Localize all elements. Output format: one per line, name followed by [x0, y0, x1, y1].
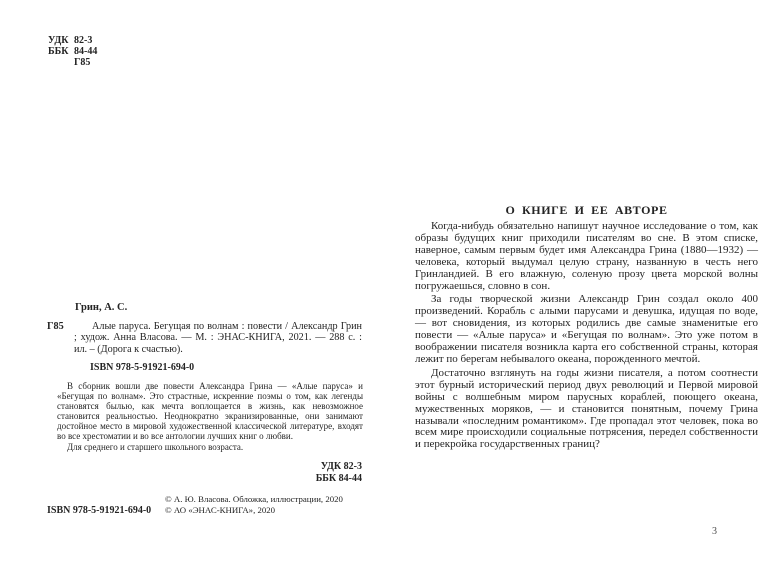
annotation-text: В сборник вошли две повести Александра Грина — «Алые паруса» и «Бегущая по волнам». Это страстные, искренние поэмы о том, как легенды становятся былью, как мечта воплощается в жизнь, как невозможное становится реальностью. Неоднократно экранизированные, они занимают достойное место в мировой художественной классической литературе, входят во все хрестоматии и во все антологии лучших книг о любви. [57, 381, 363, 442]
classification-codes-top [48, 36, 97, 68]
classification-codes-bottom [212, 461, 362, 484]
about-paragraph-3: Достаточно взглянуть на годы жизни писателя, а потом соотнести этот бурный исторический период двух революций и Первой мировой войны с волшебным миром парусных кораблей, поющего океана, мужественных моряков, — и становится понятным, почему Грина называли «последним романтиком». Где пропадал этот человек, пока во всем мире происходили социальные потрясения, передел собственности и перекройка государственных границ? [415, 366, 758, 451]
age-note: Для среднего и старшего школьного возраста. [67, 441, 244, 452]
author-sign-top [48, 58, 97, 69]
udk-label: УДК [48, 35, 69, 46]
author-sign-value: Г85 [74, 56, 91, 68]
about-heading: О КНИГЕ И ЕЕ АВТОРЕ [505, 202, 668, 217]
about-paragraph-1: Когда-нибудь обязательно напишут научное исследование о том, как образы будущих книг приходили писателям во сне. В этом списке, наверное, самым первым будет имя Александра Грина (1880—1932) — человека, который выдумал целую страну, названную в честь него Гринландией. В его влажную, соленую прозу цвета морской волны погружаешься, словно в сон. [415, 220, 758, 292]
bbk-label: ББК [48, 45, 69, 57]
copyright-block [165, 494, 343, 516]
annotation-block [57, 381, 363, 452]
bbk-code-bottom: ББК 84-44 [315, 472, 362, 484]
about-paragraph-2: За годы творческой жизни Александр Грин создал около 400 произведений. Корабль с алыми парусами и девушка, идущая по воде, — вот сновидения, из которых родились две самые знаменитые его повести — «Алые паруса» и «Бегущая по волнам». Это уже потом в воображении писателя возникла карта его собственной страны, которая лежит по берегам небывалого океана, порожденного мечтой. [415, 293, 758, 365]
bbk-code-top [48, 47, 97, 58]
catalog-entry-text: Алые паруса. Бегущая по волнам : повести / Александр Грин ; худож. Анна Власова. — М. : ЭНАС-КНИГА, 2021. — 288 с. : ил. – (Дорога к счастью). [74, 321, 362, 355]
udk-code-bottom: УДК 82-3 [320, 461, 362, 472]
copyright-line-illustrator: © А. Ю. Власова. Обложка, иллюстрации, 2020 [165, 494, 343, 504]
about-body [415, 221, 758, 451]
udk-value: 82-3 [74, 35, 93, 46]
page-number: 3 [712, 526, 717, 537]
copyright-line-publisher: © АО «ЭНАС-КНИГА», 2020 [165, 505, 276, 516]
isbn-middle: ISBN 978-5-91921-694-0 [90, 362, 195, 373]
catalog-entry-code: Г85 [47, 321, 64, 332]
author-heading: Грин, А. С. [75, 302, 128, 313]
bbk-value: 84-44 [74, 45, 98, 57]
isbn-bottom: ISBN 978-5-91921-694-0 [47, 505, 152, 516]
